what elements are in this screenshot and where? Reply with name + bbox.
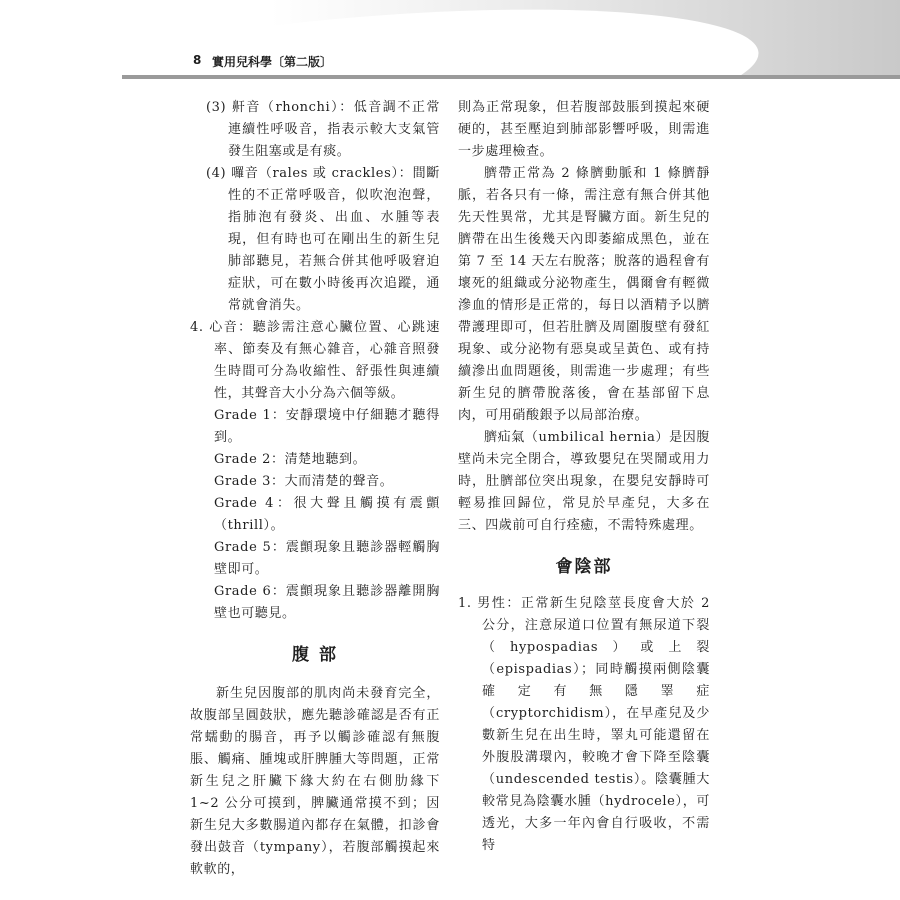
header-swoosh [0, 0, 765, 75]
grade-line: Grade 3：大而清楚的聲音。 [214, 474, 394, 489]
male-genital-item: 1. 男性：正常新生兒陰莖長度會大於 2 公分，注意尿道口位置有無尿道下裂（hypospadias）或上裂（epispadias）；同時觸摸兩側陰囊確定有無隱睪症（cryptorchidism），在早產兒及少數新生兒在出生時，睪丸可能還留在外腹股溝環內，較晚才會下降至陰囊（undescended testis）。陰囊腫大較常見為陰囊水腫（hydrocele），可透光，大多一年內會自行吸收，不需特 [458, 596, 710, 853]
genital-heading: 會陰部 [555, 557, 613, 577]
page-number: 8 [193, 53, 202, 67]
grade-line: Grade 1：安靜環境中仔細聽才聽得到。 [214, 408, 440, 445]
abdomen-paragraph: 新生兒因腹部的肌肉尚未發育完全，故腹部呈圓鼓狀，應先聽診確認是否有正常蠕動的腸音，再予以觸診確認有無腹脹、觸痛、腫塊或肝脾腫大等問題，正常新生兒之肝臟下緣大約在右側肋緣下 1~2 公分可摸到，脾臟通常摸不到；因新生兒大多數腸道內都存在氣體，扣診會發出鼓音（tympany），若腹部觸摸起來軟軟的， [190, 686, 440, 877]
header-banner [0, 0, 900, 75]
heart-sounds-item: 4. 心音：聽診需注意心臟位置、心跳速率、節奏及有無心雜音，心雜音照發生時間可分為收縮性、舒張性與連續性，其聲音大小分為六個等級。 [190, 320, 440, 401]
left-column [190, 97, 440, 881]
header-rule [122, 75, 900, 79]
rhonchi-item: (3) 鼾音（rhonchi）：低音調不正常連續性呼吸音，指表示較大支氣管發生阻塞或是有痰。 [206, 100, 440, 159]
grade-line: Grade 6：震顫現象且聽診器離開胸壁也可聽見。 [214, 584, 440, 621]
grade-line: Grade 5：震顫現象且聽診器輕觸胸壁即可。 [214, 540, 440, 577]
abdomen-heading: 腹 部 [292, 645, 338, 665]
rales-item: (4) 囉音（rales 或 crackles）：間斷性的不正常呼吸音，似吹泡泡聲，指肺泡有發炎、出血、水腫等表現，但有時也可在剛出生的新生兒肺部聽見，若無合併其他呼吸窘迫症狀，可在數小時後再次追蹤，通常就會消失。 [206, 166, 440, 313]
grade-line: Grade 2：清楚地聽到。 [214, 452, 367, 467]
abdomen-continued-paragraph: 則為正常現象，但若腹部鼓脹到摸起來硬硬的，甚至壓迫到肺部影響呼吸，則需進一步處理檢查。 [458, 100, 710, 159]
book-title: 實用兒科學〔第二版〕 [212, 55, 333, 69]
umbilical-hernia-paragraph: 臍疝氣（umbilical hernia）是因腹壁尚未完全閉合，導致嬰兒在哭鬧或用力時，肚臍部位突出現象，在嬰兒安靜時可輕易推回歸位，常見於早產兒，大多在三、四歲前可自行痊癒，不需特殊處理。 [458, 430, 710, 533]
umbilical-cord-paragraph: 臍帶正常為 2 條臍動脈和 1 條臍靜脈，若各只有一條，需注意有無合併其他先天性異常，尤其是腎臟方面。新生兒的臍帶在出生後幾天內即萎縮成黑色，並在第 7 至 14 天左右脫落；脫落的過程會有壞死的組織或分泌物產生，偶爾會有輕微滲血的情形是正常的，每日以酒精予以臍帶護理即可，但若肚臍及周圍腹壁有發紅現象、或分泌物有惡臭或呈黃色、或有持續滲出血問題後，則需進一步處理；有些新生兒的臍帶脫落後，會在基部留下息肉，可用硝酸銀予以局部治療。 [458, 166, 710, 423]
grade-line: Grade 4：很大聲且觸摸有震顫（thrill）。 [214, 496, 440, 533]
right-column [458, 97, 710, 857]
